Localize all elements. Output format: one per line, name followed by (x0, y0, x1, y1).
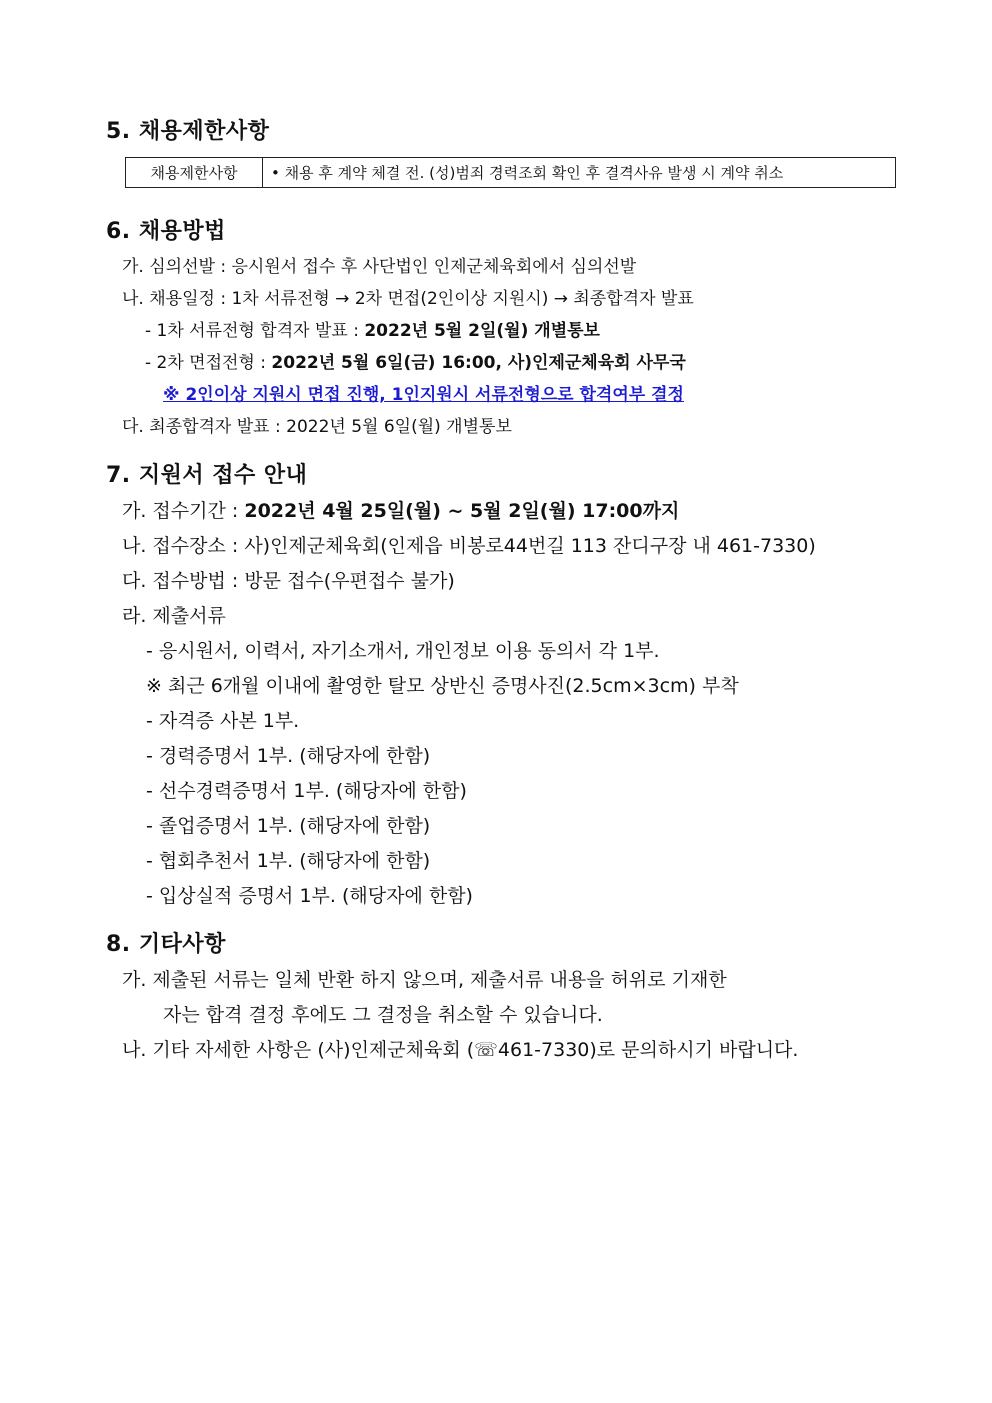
s7-doc-5: - 졸업증명서 1부. (해당자에 한함) (146, 815, 431, 837)
s7-item-a (122, 496, 679, 523)
s6-interview-note: ※ 2인이상 지원시 면접 진행, 1인지원시 서류전형으로 합격여부 결정 (163, 385, 684, 405)
table-row (126, 158, 896, 188)
section-6-heading: 6. 채용방법 (106, 219, 226, 244)
s7-doc-1: - 응시원서, 이력서, 자기소개서, 개인정보 이용 동의서 각 1부. (146, 640, 660, 662)
section-5-heading: 5. 채용제한사항 (106, 119, 270, 144)
restriction-value-cell: • 채용 후 계약 체결 전. (성)범죄 경력조회 확인 후 결격사유 발생 시 계약 취소 (263, 158, 896, 188)
s7-item-d: 라. 제출서류 (122, 605, 226, 627)
s6-b1-label: - 1차 서류전형 합격자 발표 : (145, 321, 365, 341)
s7-a-period: 2022년 4월 25일(월) ~ 5월 2일(월) 17:00까지 (244, 500, 680, 522)
section-8-heading: 8. 기타사항 (106, 932, 226, 957)
s7-doc-6: - 협회추천서 1부. (해당자에 한함) (146, 850, 431, 872)
s7-doc-7: - 입상실적 증명서 1부. (해당자에 한함) (146, 885, 473, 907)
s8-item-a-line2: 자는 합격 결정 후에도 그 결정을 취소할 수 있습니다. (163, 1004, 603, 1026)
s6-item-c: 다. 최종합격자 발표 : 2022년 5월 6일(월) 개별통보 (122, 417, 512, 437)
s7-item-b: 나. 접수장소 : 사)인제군체육회(인제읍 비봉로44번길 113 잔디구장 내 461-7330) (122, 535, 816, 557)
s6-b2-date: 2022년 5월 6일(금) 16:00, 사)인제군체육회 사무국 (271, 353, 686, 373)
s7-doc-4: - 선수경력증명서 1부. (해당자에 한함) (146, 780, 467, 802)
s6-item-b2 (145, 348, 686, 373)
s6-item-a: 가. 심의선발 : 응시원서 접수 후 사단법인 인제군체육회에서 심의선발 (122, 257, 637, 277)
s6-item-b1 (145, 316, 600, 341)
s6-b2-label: - 2차 면접전형 : (145, 353, 272, 373)
s7-item-c: 다. 접수방법 : 방문 접수(우편접수 불가) (122, 570, 455, 592)
s7-doc-3: - 경력증명서 1부. (해당자에 한함) (146, 745, 431, 767)
restriction-label-cell: 채용제한사항 (126, 158, 263, 188)
s7-a-label: 가. 접수기간 : (122, 500, 245, 522)
section-7-heading: 7. 지원서 접수 안내 (106, 463, 308, 488)
s6-item-b: 나. 채용일정 : 1차 서류전형 → 2차 면접(2인이상 지원시) → 최종합격자 발표 (122, 289, 694, 309)
s6-b1-date: 2022년 5월 2일(월) 개별통보 (364, 321, 600, 341)
s7-photo-note: ※ 최근 6개월 이내에 촬영한 탈모 상반신 증명사진(2.5cm×3cm) 부착 (146, 675, 739, 697)
s8-item-a-line1: 가. 제출된 서류는 일체 반환 하지 않으며, 제출서류 내용을 허위로 기재한 (122, 969, 727, 991)
s8-item-b: 나. 기타 자세한 사항은 (사)인제군체육회 (☏461-7330)로 문의하시기 바랍니다. (122, 1039, 799, 1061)
s7-doc-2: - 자격증 사본 1부. (146, 710, 300, 732)
restriction-table (125, 157, 896, 188)
